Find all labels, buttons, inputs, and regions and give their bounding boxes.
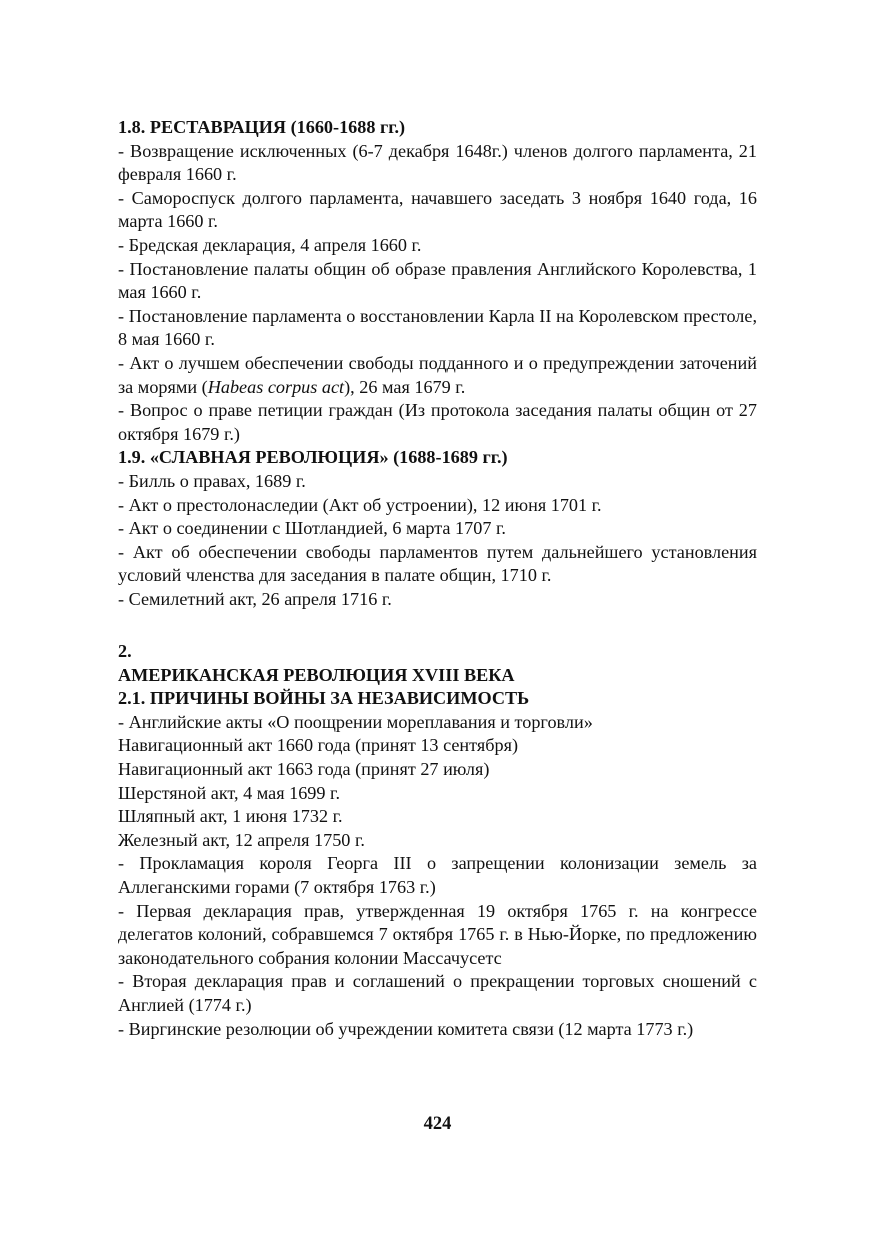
paragraph: Железный акт, 12 апреля 1750 г. bbox=[118, 829, 365, 850]
paragraph: - Билль о правах, 1689 г. bbox=[118, 470, 306, 491]
section-gap bbox=[118, 611, 757, 635]
section-heading-2-1: 2.1. ПРИЧИНЫ ВОЙНЫ ЗА НЕЗАВИСИМОСТЬ bbox=[118, 688, 530, 709]
page-number: 424 bbox=[423, 1114, 452, 1134]
paragraph: - Акт о престолонаследии (Акт об устроении), 12 июня 1701 г. bbox=[118, 494, 602, 515]
paragraph: - Постановление парламента о восстановлении Карла II на Королевском престоле, 8 мая 1660 г. bbox=[118, 305, 757, 350]
page-body bbox=[118, 116, 757, 1041]
paragraph: - Вопрос о праве петиции граждан (Из протокола заседания палаты общин от 27 октября 1679 г.) bbox=[118, 400, 757, 444]
text-run: ), 26 мая 1679 г. bbox=[344, 376, 466, 397]
paragraph: - Постановление палаты общин об образе правления Английского Королевства, 1 мая 1660 г. bbox=[118, 258, 757, 303]
section-heading-1-8: 1.8. РЕСТАВРАЦИЯ (1660-1688 гг.) bbox=[118, 117, 406, 137]
italic-title: Habeas corpus act bbox=[207, 376, 345, 397]
paragraph: - Акт об обеспечении свободы парламентов путем дальнейшего установления условий членства для заседания в палате общин, 1710 г. bbox=[118, 541, 757, 586]
paragraph-habeas-corpus bbox=[118, 352, 757, 399]
paragraph: Шерстяной акт, 4 мая 1699 г. bbox=[118, 782, 340, 803]
paragraph: - Виргинские резолюции об учреждении комитета связи (12 марта 1773 г.) bbox=[118, 1018, 694, 1039]
paragraph: - Английские акты «О поощрении мореплавания и торговли» bbox=[118, 711, 593, 732]
section-heading-1-9: 1.9. «СЛАВНАЯ РЕВОЛЮЦИЯ» (1688-1689 гг.) bbox=[118, 447, 508, 468]
paragraph: Навигационный акт 1663 года (принят 27 июля) bbox=[118, 759, 490, 780]
paragraph: - Семилетний акт, 26 апреля 1716 г. bbox=[118, 588, 392, 609]
paragraph: Шляпный акт, 1 июня 1732 г. bbox=[118, 806, 343, 827]
paragraph: - Возвращение исключенных (6-7 декабря 1648г.) членов долгого парламента, 21 февраля 1660 г. bbox=[118, 140, 757, 185]
paragraph: Навигационный акт 1660 года (принят 13 сентября) bbox=[118, 735, 519, 756]
paragraph: - Самороспуск долгого парламента, начавшего заседать 3 ноября 1640 года, 16 марта 1660 г. bbox=[118, 187, 757, 232]
paragraph: - Первая декларация прав, утвержденная 19 октября 1765 г. на конгрессе делегатов колоний, собравшемся 7 октября 1765 г. в Нью-Йорке, по предложению законодательного собрания колонии Массачусетс bbox=[118, 900, 757, 968]
text-run: - Акт о лучшем обеспечении свободы подданного и о предупреждении заточений за морями ( bbox=[118, 352, 757, 397]
chapter-number: 2. bbox=[118, 641, 132, 662]
chapter-title: АМЕРИКАНСКАЯ РЕВОЛЮЦИЯ XVIII ВЕКА bbox=[118, 664, 515, 685]
paragraph: - Акт о соединении с Шотландией, 6 марта 1707 г. bbox=[118, 518, 506, 539]
paragraph: - Прокламация короля Георга III о запрещении колонизации земель за Аллеганскими горами (7 октября 1763 г.) bbox=[118, 853, 757, 897]
paragraph: - Бредская декларация, 4 апреля 1660 г. bbox=[118, 234, 422, 255]
paragraph: - Вторая декларация прав и соглашений о прекращении торговых сношений с Англией (1774 г.) bbox=[118, 971, 757, 1015]
